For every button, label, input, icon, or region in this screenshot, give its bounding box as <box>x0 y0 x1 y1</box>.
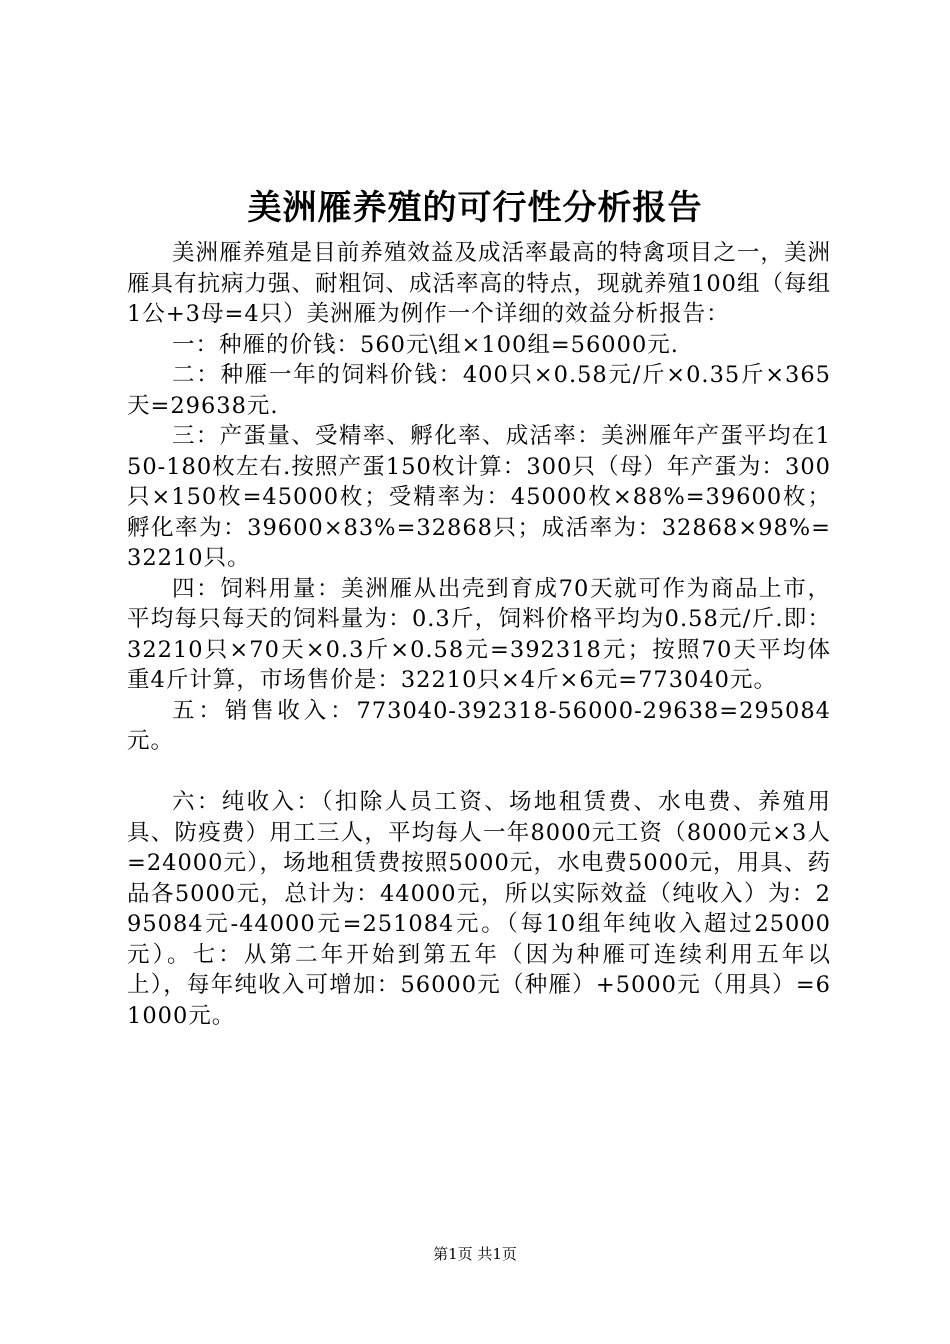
blank-line <box>127 757 831 788</box>
page-footer: 第1页 共1页 <box>433 1245 517 1263</box>
document-title: 美洲雁养殖的可行性分析报告 <box>247 188 703 228</box>
document-body <box>127 238 831 1031</box>
paragraph-4: 四：饲料用量：美洲雁从出壳到育成70天就可作为商品上市，平均每只每天的饲料量为：0.3斤，饲料价格平均为0.58元/斤.即：32210只×70天×0.3斤×0.58元=392318元；按照70天平均体重4斤计算，市场售价是：32210只×4斤×6元=773040元。 <box>127 575 831 693</box>
paragraph-intro: 美洲雁养殖是目前养殖效益及成活率最高的特禽项目之一，美洲雁具有抗病力强、耐粗饲、成活率高的特点，现就养殖100组（每组1公+3母=4只）美洲雁为例作一个详细的效益分析报告： <box>127 240 831 327</box>
paragraph-1: 一：种雁的价钱：560元\组×100组=56000元. <box>172 331 679 358</box>
paragraph-6: 六：纯收入：（扣除人员工资、场地租赁费、水电费、养殖用具、防疫费）用工三人，平均每人一年8000元工资（8000元×3人=24000元），场地租赁费按照5000元，水电费5000元，用具、药品各5000元，总计为：44000元，所以实际效益（纯收入）为：295084元-44000元=251084元。（每10组年纯收入超过25000元）。七：从第二年开始到第五年（因为种雁可连续利用五年以上），每年纯收入可增加：56000元（种雁）+5000元（用具）=61000元。 <box>127 789 831 1029</box>
paragraph-2: 二：种雁一年的饲料价钱：400只×0.58元/斤×0.35斤×365天=29638元. <box>127 362 831 419</box>
paragraph-3: 三：产蛋量、受精率、孵化率、成活率：美洲雁年产蛋平均在150-180枚左右.按照产蛋150枚计算：300只（母）年产蛋为：300只×150枚=45000枚；受精率为：45000枚×88%=39600枚；孵化率为：39600×83%=32868只；成活率为：32868×98%=32210只。 <box>127 423 831 571</box>
paragraph-5: 五：销售收入：773040-392318-56000-29638=295084元。 <box>127 697 831 754</box>
